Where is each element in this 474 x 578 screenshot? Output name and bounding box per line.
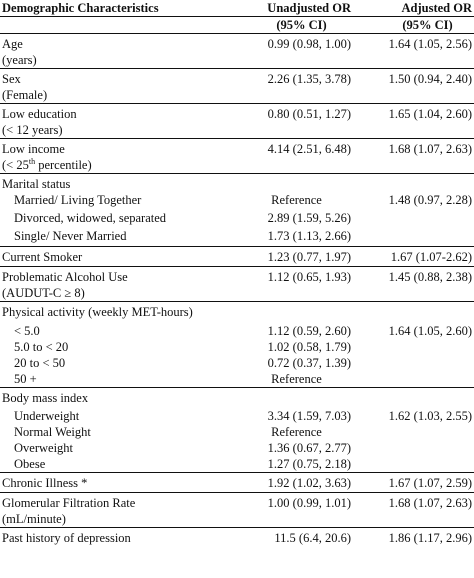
section-title: Physical activity (weekly MET-hours) (2, 304, 193, 319)
adjusted-or-cell: 1.68 (1.07, 2.63) (388, 495, 472, 510)
table-row (0, 355, 474, 371)
row-label: Problematic Alcohol Use (2, 269, 128, 284)
table-row (0, 301, 474, 323)
table-row (0, 246, 474, 266)
income-sublabel-sup: th (28, 157, 36, 166)
adjusted-or-cell (353, 371, 474, 388)
unadjusted-or-cell: 0.72 (0.37, 1.39) (267, 356, 351, 370)
row-label: Past history of depression (2, 530, 131, 545)
row-label: Sex (2, 72, 21, 86)
row-sublabel: (Female) (0, 87, 212, 104)
header-unadjusted-ci: (95% CI) (212, 17, 353, 34)
row-label: Normal Weight (14, 424, 91, 439)
adjusted-or-cell (353, 440, 474, 456)
row-label: Underweight (14, 408, 80, 423)
adjusted-or-cell: 1.48 (0.97, 2.28) (388, 193, 472, 207)
table-row (0, 388, 474, 408)
row-sublabel: (< 12 years) (0, 122, 212, 139)
row-label: 5.0 to < 20 (14, 340, 69, 354)
table-row (0, 122, 474, 139)
row-label: Glomerular Filtration Rate (2, 495, 136, 510)
table-row (0, 424, 474, 440)
unadjusted-or-cell: 0.99 (0.98, 1.00) (267, 37, 351, 51)
table-row (0, 174, 474, 193)
header-demographic-characteristics: Demographic Characteristics (0, 0, 212, 17)
row-label: Low income (2, 142, 65, 156)
row-label: Obese (0, 456, 212, 473)
row-sublabel (0, 157, 212, 174)
row-label: Current Smoker (0, 246, 212, 266)
unadjusted-or-cell: 1.23 (0.77, 1.97) (212, 246, 353, 266)
adjusted-or-cell (353, 355, 474, 371)
table-row (0, 285, 474, 302)
row-label: Overweight (14, 440, 74, 455)
unadjusted-or-cell: 3.34 (1.59, 7.03) (267, 408, 351, 423)
row-label: 50 + (0, 371, 212, 388)
adjusted-or-cell (353, 424, 474, 440)
header-adjusted-ci: (95% CI) (353, 17, 474, 34)
unadjusted-or-cell: 1.02 (0.58, 1.79) (267, 340, 351, 354)
unadjusted-or-cell: Reference (212, 371, 353, 388)
row-label: Age (2, 37, 23, 51)
adjusted-or-cell: 1.64 (1.05, 2.56) (388, 37, 472, 51)
unadjusted-or-cell: 1.92 (1.02, 3.63) (212, 472, 353, 492)
income-sublabel-post: percentile) (35, 158, 92, 172)
table-row (0, 34, 474, 53)
unadjusted-or-cell: 2.26 (1.35, 3.78) (267, 72, 351, 86)
header-adjusted-or: Adjusted OR (353, 0, 474, 17)
row-sublabel: (years) (0, 52, 212, 69)
unadjusted-or-cell: 1.00 (0.99, 1.01) (267, 495, 351, 510)
row-label: Married/ Living Together (14, 193, 142, 207)
adjusted-or-cell: 1.45 (0.88, 2.38) (388, 269, 472, 284)
adjusted-or-cell: 1.67 (1.07-2.62) (353, 246, 474, 266)
table-row (0, 69, 474, 88)
table-row (0, 527, 474, 547)
row-label: Chronic Illness * (0, 472, 212, 492)
adjusted-or-cell: 1.64 (1.05, 2.60) (388, 324, 472, 338)
unadjusted-or-cell: 1.12 (0.59, 2.60) (267, 324, 351, 338)
table-row (0, 472, 474, 492)
table-row (0, 210, 474, 228)
adjusted-or-cell: 1.68 (1.07, 2.63) (388, 142, 472, 156)
table-row (0, 511, 474, 528)
unadjusted-or-cell: 1.36 (0.67, 2.77) (267, 440, 351, 455)
unadjusted-or-cell: 0.80 (0.51, 1.27) (267, 107, 351, 121)
table-row (0, 371, 474, 388)
table-row (0, 339, 474, 355)
adjusted-or-cell: 1.67 (1.07, 2.59) (353, 472, 474, 492)
row-label: Low education (2, 107, 77, 121)
unadjusted-or-cell: 1.73 (1.13, 2.66) (212, 228, 353, 246)
row-label: Divorced, widowed, separated (14, 211, 167, 225)
table-row (0, 408, 474, 424)
header-blank (0, 17, 212, 34)
unadjusted-or-cell: Reference (271, 193, 322, 207)
unadjusted-or-cell: 2.89 (1.59, 5.26) (267, 211, 351, 225)
unadjusted-or-cell: 1.27 (0.75, 2.18) (212, 456, 353, 473)
row-label: < 5.0 (14, 324, 40, 338)
header-unadjusted-or: Unadjusted OR (212, 0, 353, 17)
row-label: Single/ Never Married (0, 228, 212, 246)
adjusted-or-cell: 1.62 (1.03, 2.55) (388, 408, 472, 423)
table-row (0, 228, 474, 246)
adjusted-or-cell (353, 228, 474, 246)
section-title: Marital status (2, 177, 71, 191)
adjusted-or-cell (353, 210, 474, 228)
table-header (0, 0, 474, 34)
table-row (0, 87, 474, 104)
unadjusted-or-cell: Reference (271, 424, 322, 439)
row-sublabel: (AUDUT-C ≥ 8) (0, 285, 212, 302)
row-label: 20 to < 50 (14, 356, 66, 370)
unadjusted-or-cell: 1.12 (0.65, 1.93) (267, 269, 351, 284)
table-row (0, 456, 474, 473)
row-sublabel: (mL/minute) (0, 511, 212, 528)
table-row (0, 492, 474, 511)
adjusted-or-cell: 1.65 (1.04, 2.60) (388, 107, 472, 121)
adjusted-or-cell (353, 456, 474, 473)
unadjusted-or-cell: 4.14 (2.51, 6.48) (267, 142, 351, 156)
adjusted-or-cell (353, 339, 474, 355)
unadjusted-or-cell: 11.5 (6.4, 20.6) (274, 530, 351, 545)
adjusted-or-cell: 1.50 (0.94, 2.40) (388, 72, 472, 86)
table-row (0, 139, 474, 158)
table-row (0, 323, 474, 339)
table-row (0, 440, 474, 456)
income-sublabel-pre: (< 25 (2, 158, 29, 172)
table-row (0, 52, 474, 69)
table-row (0, 266, 474, 285)
section-title: Body mass index (2, 391, 89, 405)
table-row (0, 157, 474, 174)
adjusted-or-cell: 1.86 (1.17, 2.96) (388, 530, 472, 545)
table-row (0, 104, 474, 123)
table-row (0, 192, 474, 210)
